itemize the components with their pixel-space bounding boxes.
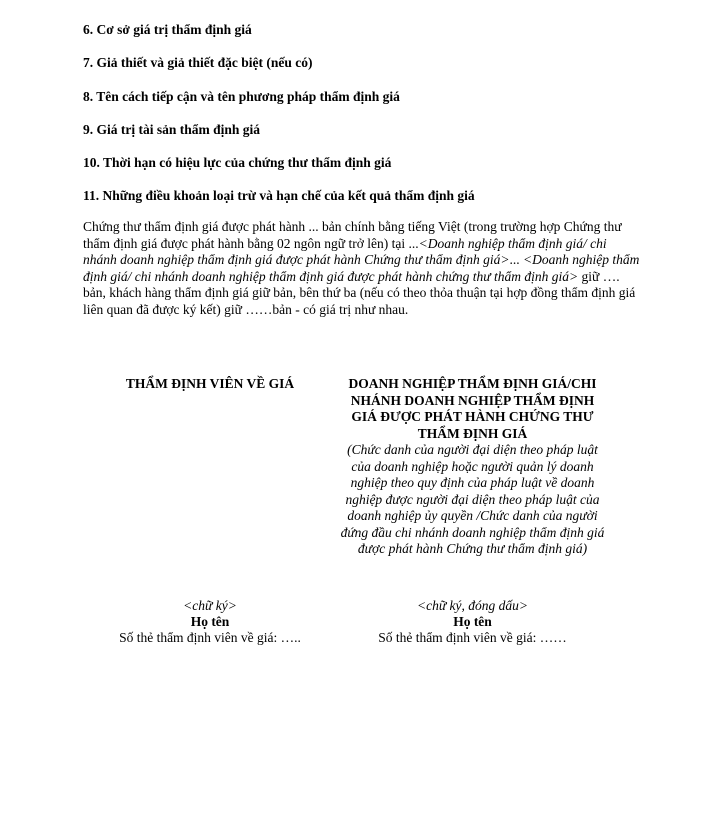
paragraph-italic-1: <Doanh nghiệp thẩm định giá/ chi nhánh doanh nghiệp thẩm định giá được phát hành Chứng thư thẩm định giá>: [83, 235, 607, 267]
appraiser-title: THẨM ĐỊNH VIÊN VỀ GIÁ: [125, 376, 295, 391]
enterprise-title: DOANH NGHIỆP THẨM ĐỊNH GIÁ/CHI NHÁNH DOANH NGHIỆP THẨM ĐỊNH GIÁ ĐƯỢC PHÁT HÀNH CHỨNG THƯ THẨM ĐỊNH GIÁ: [348, 376, 597, 441]
section-heading-9: 9. Giá trị tài sản thẩm định giá: [83, 122, 261, 137]
paragraph-italic-2: <Doanh nghiệp thẩm định giá/ chi nhánh doanh nghiệp thẩm định giá được phát hành chứng thư thẩm định giá>: [83, 252, 640, 284]
appraiser-signature-block: [90, 376, 330, 393]
enterprise-signature-footer: [340, 598, 605, 646]
section-heading-8: 8. Tên cách tiếp cận và tên phương pháp thẩm định giá: [83, 89, 400, 104]
enterprise-sign-label: <chữ ký, đóng dấu>: [416, 598, 529, 613]
appraiser-card-number: Số thẻ thẩm định viên về giá: …..: [119, 630, 301, 645]
enterprise-card-number: Số thẻ thẩm định viên về giá: ……: [378, 630, 567, 645]
section-heading-10: 10. Thời hạn có hiệu lực của chứng thư thẩm định giá: [83, 155, 392, 170]
appraiser-sign-label: <chữ ký>: [183, 598, 237, 613]
paragraph-text-2: ...: [509, 252, 524, 267]
appraiser-signature-footer: [90, 598, 330, 646]
section-heading-7: 7. Giả thiết và giả thiết đặc biệt (nếu có): [83, 55, 313, 70]
enterprise-title-note: (Chức danh của người đại diện theo pháp luật của doanh nghiệp hoặc người quản lý doanh nghiệp theo quy định của pháp luật về doanh nghiệp được người đại diện theo pháp luật của doanh nghiệp ủy quyền /Chức danh của người đứng đầu chi nhánh doanh nghiệp thẩm định giá được phát hành Chứng thư thẩm định giá): [340, 442, 605, 556]
appraiser-name: Họ tên: [190, 614, 230, 629]
enterprise-signature-block: [340, 376, 605, 558]
paragraph-text-3: giữ …. bản, khách hàng thẩm định giá giữ bản, bên thứ ba (nếu có theo thỏa thuận tại hợp đồng thẩm định giá liên quan đã được ký kết) giữ ……bản - có giá trị như nhau.: [83, 268, 636, 317]
paragraph-text-1: Chứng thư thẩm định giá được phát hành ... bản chính bằng tiếng Việt (trong trường hợp Chứng thư thẩm định giá được phát hành bằng 02 ngôn ngữ trở lên) tại ...: [83, 219, 622, 251]
section-heading-6: 6. Cơ sở giá trị thẩm định giá: [83, 22, 252, 37]
enterprise-name: Họ tên: [453, 614, 492, 629]
section-heading-11: 11. Những điều khoản loại trừ và hạn chế của kết quả thẩm định giá: [83, 188, 475, 203]
issuance-paragraph: [83, 219, 643, 318]
